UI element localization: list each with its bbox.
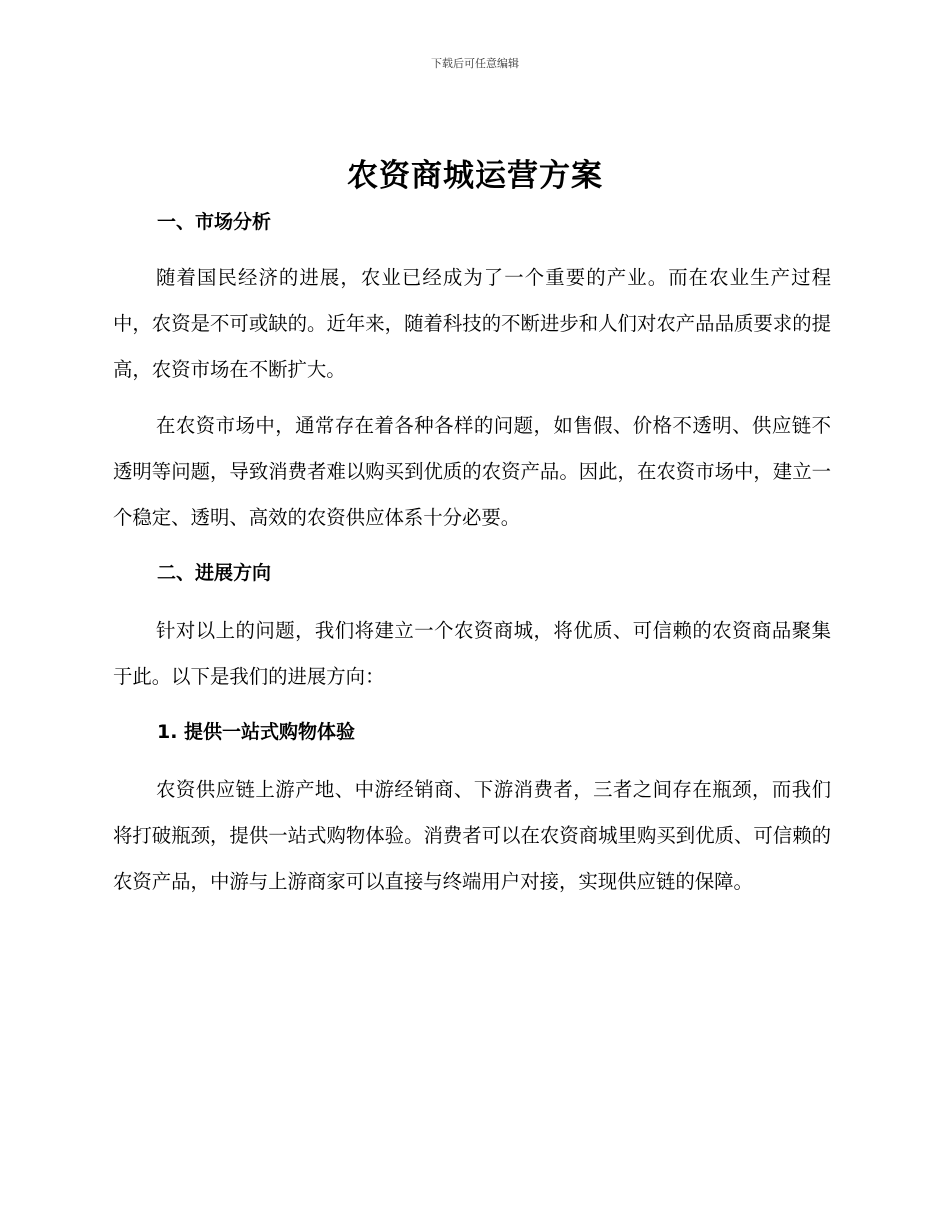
paragraph-market-background: 随着国民经济的进展，农业已经成为了一个重要的产业。而在农业生产过程中，农资是不可或缺的。近年来，随着科技的不断进步和人们对农产品品质要求的提高，农资市场在不断扩大。: [113, 266, 831, 381]
section-heading-direction: 二、进展方向: [157, 562, 272, 584]
subsection-heading-one-stop: 1. 提供一站式购物体验: [157, 721, 356, 743]
paragraph-market-problems: 在农资市场中，通常存在着各种各样的问题，如售假、价格不透明、供应链不透明等问题，导致消费者难以购买到优质的农资产品。因此，在农资市场中，建立一个稳定、透明、高效的农资供应体系十分必要。: [113, 414, 831, 529]
paragraph-one-stop: 农资供应链上游产地、中游经销商、下游消费者，三者之间存在瓶颈，而我们将打破瓶颈，提供一站式购物体验。消费者可以在农资商城里购买到优质、可信赖的农资产品，中游与上游商家可以直接与终端用户对接，实现供应链的保障。: [113, 778, 831, 893]
page-header-note: 下载后可任意编辑: [431, 57, 519, 70]
section-heading-market-analysis: 一、市场分析: [157, 211, 272, 233]
paragraph-direction-intro: 针对以上的问题，我们将建立一个农资商城，将优质、可信赖的农资商品聚集于此。以下是我们的进展方向：: [113, 619, 831, 688]
document-title: 农资商城运营方案: [347, 158, 603, 194]
